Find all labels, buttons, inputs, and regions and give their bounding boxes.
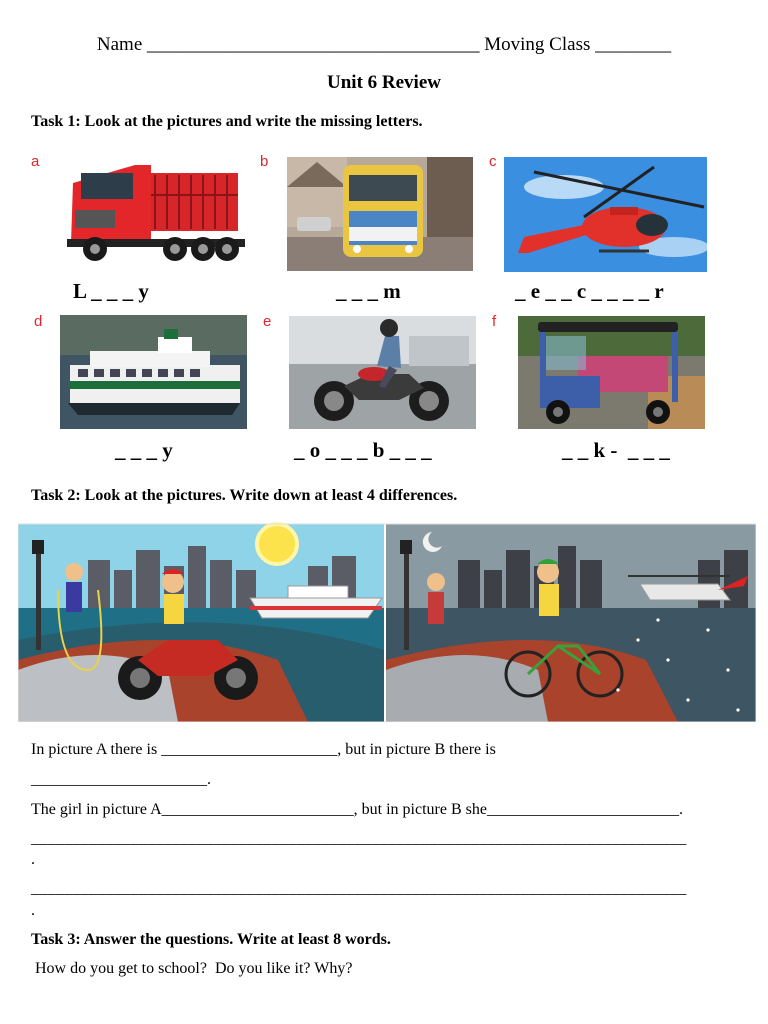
tram-picture [287, 157, 473, 271]
item-c-word: _ e _ _ c _ _ _ _ r [515, 279, 664, 303]
answer-line-5-end: . [31, 902, 35, 919]
item-b-word: _ _ _ m [336, 279, 401, 303]
item-c-letter: c [489, 153, 497, 170]
task2-instruction: Task 2: Look at the pictures. Write down at least 4 differences. [31, 487, 458, 504]
ferry-picture [60, 315, 247, 429]
task3-question: How do you get to school? Do you like it? Why? [35, 960, 353, 977]
picture-a [18, 524, 384, 722]
answer-line-4-end: . [31, 851, 35, 868]
item-e-letter: e [263, 313, 272, 330]
lorry-picture [55, 155, 245, 270]
item-a-letter: a [31, 153, 40, 170]
picture-b [386, 524, 756, 722]
answer-line-2: ______________________. [31, 771, 211, 788]
difference-pictures [18, 520, 756, 722]
item-f-word: _ _ k - _ _ _ [562, 438, 670, 462]
answer-line-5: _______________________________________________________________________________ [31, 880, 687, 897]
item-a-word: L _ _ _ y [73, 279, 149, 303]
item-d-word: _ _ _ y [115, 438, 173, 462]
item-f-letter: f [492, 313, 497, 330]
page-title: Unit 6 Review [327, 72, 441, 93]
task3-instruction: Task 3: Answer the questions. Write at least 8 words. [31, 931, 391, 948]
name-class-line: Name ___________________________________ Moving Class ________ [96, 34, 672, 55]
answer-line-3: The girl in picture A________________________, but in picture B she________________________. [31, 801, 683, 818]
answer-line-1: In picture A there is ______________________, but in picture B there is [31, 741, 496, 758]
task1-instruction: Task 1: Look at the pictures and write the missing letters. [31, 113, 423, 130]
item-e-word: _ o _ _ _ b _ _ _ [294, 438, 432, 462]
helicopter-picture [504, 157, 707, 272]
item-b-letter: b [260, 153, 269, 170]
tuk-tuk-picture [518, 316, 705, 429]
item-d-letter: d [34, 313, 43, 330]
motorbike-picture [289, 316, 476, 429]
answer-line-4: _______________________________________________________________________________ [31, 830, 687, 847]
